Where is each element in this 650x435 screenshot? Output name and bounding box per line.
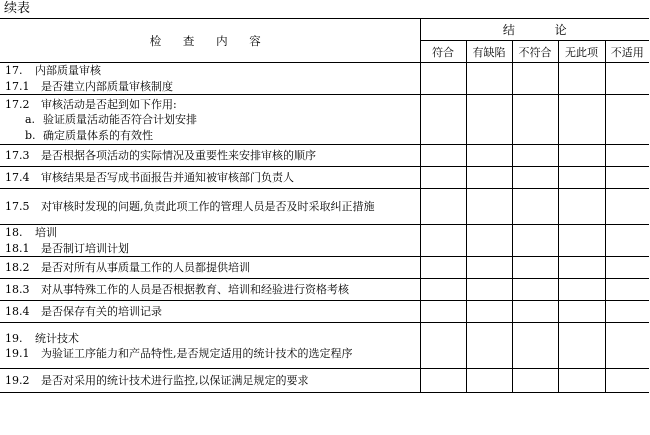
conclusion-header: 结 论 (420, 19, 649, 41)
header-row-1 (0, 19, 649, 41)
item-number: 19. (5, 331, 23, 345)
check-cell-conform[interactable] (420, 145, 466, 167)
check-cell-defect[interactable] (466, 189, 512, 225)
check-item (5, 170, 418, 186)
check-cell-na[interactable] (605, 167, 649, 189)
check-cell-conform[interactable] (420, 189, 466, 225)
check-cell-conform[interactable] (420, 279, 466, 301)
check-item-cell (0, 225, 420, 257)
check-cell-conform[interactable] (420, 63, 466, 95)
check-item (5, 346, 418, 362)
check-cell-na[interactable] (605, 257, 649, 279)
table-row (0, 369, 649, 393)
check-cell-nonconform[interactable] (512, 225, 558, 257)
check-cell-none[interactable] (558, 95, 605, 145)
check-cell-conform[interactable] (420, 323, 466, 369)
sub-item-marker: b. (25, 128, 36, 142)
check-cell-nonconform[interactable] (512, 279, 558, 301)
check-cell-na[interactable] (605, 369, 649, 393)
item-text: 统计技术 (35, 331, 79, 345)
table-row (0, 145, 649, 167)
check-item (5, 331, 418, 347)
check-cell-none[interactable] (558, 225, 605, 257)
sub-item (5, 128, 418, 144)
check-cell-conform[interactable] (420, 301, 466, 323)
check-cell-none[interactable] (558, 189, 605, 225)
check-cell-nonconform[interactable] (512, 145, 558, 167)
check-item (5, 260, 418, 276)
check-cell-nonconform[interactable] (512, 189, 558, 225)
option-header-nonconform: 不符合 (512, 41, 558, 63)
checklist-table (0, 18, 649, 393)
check-item (5, 148, 418, 164)
check-cell-na[interactable] (605, 95, 649, 145)
item-text: 对审核时发现的问题,负责此项工作的管理人员是否及时采取纠正措施 (41, 200, 375, 214)
table-row (0, 323, 649, 369)
check-cell-na[interactable] (605, 279, 649, 301)
check-cell-defect[interactable] (466, 167, 512, 189)
table-row (0, 225, 649, 257)
item-number: 18.1 (5, 241, 30, 255)
check-cell-na[interactable] (605, 145, 649, 167)
check-cell-none[interactable] (558, 167, 605, 189)
item-text: 审核活动是否起到如下作用: (41, 97, 177, 111)
check-cell-defect[interactable] (466, 301, 512, 323)
item-number: 19.1 (5, 347, 30, 360)
table-row (0, 95, 649, 145)
check-cell-nonconform[interactable] (512, 323, 558, 369)
check-cell-none[interactable] (558, 257, 605, 279)
check-item-cell (0, 145, 420, 167)
option-header-conform: 符合 (420, 41, 466, 63)
check-cell-nonconform[interactable] (512, 167, 558, 189)
check-cell-defect[interactable] (466, 323, 512, 369)
check-item-cell (0, 369, 420, 393)
check-cell-nonconform[interactable] (512, 257, 558, 279)
item-text: 是否对所有从事质量工作的人员都提供培训 (41, 261, 250, 275)
item-text: 培训 (35, 226, 57, 239)
check-cell-conform[interactable] (420, 167, 466, 189)
check-cell-none[interactable] (558, 301, 605, 323)
check-item-cell (0, 95, 420, 145)
content-column-header: 检 查 内 容 (0, 19, 420, 63)
check-item (5, 63, 418, 79)
option-header-defect: 有缺陷 (466, 41, 512, 63)
check-item (5, 304, 418, 320)
check-cell-conform[interactable] (420, 95, 466, 145)
check-cell-defect[interactable] (466, 225, 512, 257)
check-cell-defect[interactable] (466, 369, 512, 393)
check-cell-defect[interactable] (466, 95, 512, 145)
check-item (5, 373, 418, 389)
check-cell-na[interactable] (605, 301, 649, 323)
check-cell-defect[interactable] (466, 145, 512, 167)
item-text: 审核结果是否写成书面报告并通知被审核部门负责人 (41, 171, 294, 185)
item-text: 是否对采用的统计技术进行监控,以保证满足规定的要求 (41, 374, 309, 388)
check-item (5, 199, 418, 215)
item-text: 对从事特殊工作的人员是否根据教育、培训和经验进行资格考核 (41, 283, 349, 297)
item-number: 18. (5, 226, 23, 239)
check-item-cell (0, 167, 420, 189)
check-item (5, 282, 418, 298)
item-text: 为验证工序能力和产品特性,是否规定适用的统计技术的选定程序 (41, 347, 353, 360)
item-number: 17. (5, 64, 23, 77)
sub-item-text: 验证质量活动能否符合计划安排 (43, 113, 197, 127)
check-item-cell (0, 257, 420, 279)
item-text: 是否建立内部质量审核制度 (41, 79, 173, 93)
item-number: 18.4 (5, 305, 30, 319)
check-cell-conform[interactable] (420, 369, 466, 393)
check-item-cell (0, 301, 420, 323)
check-cell-none[interactable] (558, 63, 605, 95)
item-text: 内部质量审核 (35, 64, 101, 77)
check-cell-none[interactable] (558, 323, 605, 369)
item-number: 18.2 (5, 261, 30, 275)
item-number: 17.1 (5, 79, 30, 93)
check-item (5, 79, 418, 95)
sub-item (5, 112, 418, 128)
check-cell-na[interactable] (605, 189, 649, 225)
check-cell-nonconform[interactable] (512, 369, 558, 393)
check-cell-nonconform[interactable] (512, 301, 558, 323)
option-header-none: 无此项 (558, 41, 605, 63)
item-text: 是否保存有关的培训记录 (41, 305, 162, 319)
item-number: 17.2 (5, 97, 30, 111)
item-number: 17.5 (5, 200, 30, 214)
sub-item-text: 确定质量体系的有效性 (43, 128, 153, 142)
item-text: 是否制订培训计划 (41, 241, 129, 255)
check-cell-conform[interactable] (420, 257, 466, 279)
check-cell-nonconform[interactable] (512, 63, 558, 95)
item-number: 18.3 (5, 283, 30, 297)
check-cell-defect[interactable] (466, 279, 512, 301)
item-number: 17.4 (5, 171, 30, 185)
check-cell-na[interactable] (605, 63, 649, 95)
item-text: 是否根据各项活动的实际情况及重要性来安排审核的顺序 (41, 149, 316, 163)
check-cell-defect[interactable] (466, 63, 512, 95)
check-cell-none[interactable] (558, 369, 605, 393)
check-cell-na[interactable] (605, 323, 649, 369)
item-number: 17.3 (5, 149, 30, 163)
check-item (5, 97, 418, 113)
check-cell-defect[interactable] (466, 257, 512, 279)
check-cell-none[interactable] (558, 145, 605, 167)
table-row (0, 63, 649, 95)
check-item-cell (0, 189, 420, 225)
item-number: 19.2 (5, 374, 30, 388)
check-item-cell (0, 279, 420, 301)
check-item-cell (0, 63, 420, 95)
check-item-cell (0, 323, 420, 369)
check-cell-conform[interactable] (420, 225, 466, 257)
table-row (0, 167, 649, 189)
checklist-body (0, 63, 649, 393)
check-cell-nonconform[interactable] (512, 95, 558, 145)
check-cell-na[interactable] (605, 225, 649, 257)
sub-item-marker: a. (25, 113, 36, 127)
option-header-na: 不适用 (605, 41, 649, 63)
table-caption: 续表 (4, 1, 31, 16)
check-cell-none[interactable] (558, 279, 605, 301)
check-item (5, 225, 418, 241)
table-row (0, 301, 649, 323)
table-row (0, 189, 649, 225)
check-item (5, 241, 418, 257)
table-row (0, 279, 649, 301)
table-row (0, 257, 649, 279)
